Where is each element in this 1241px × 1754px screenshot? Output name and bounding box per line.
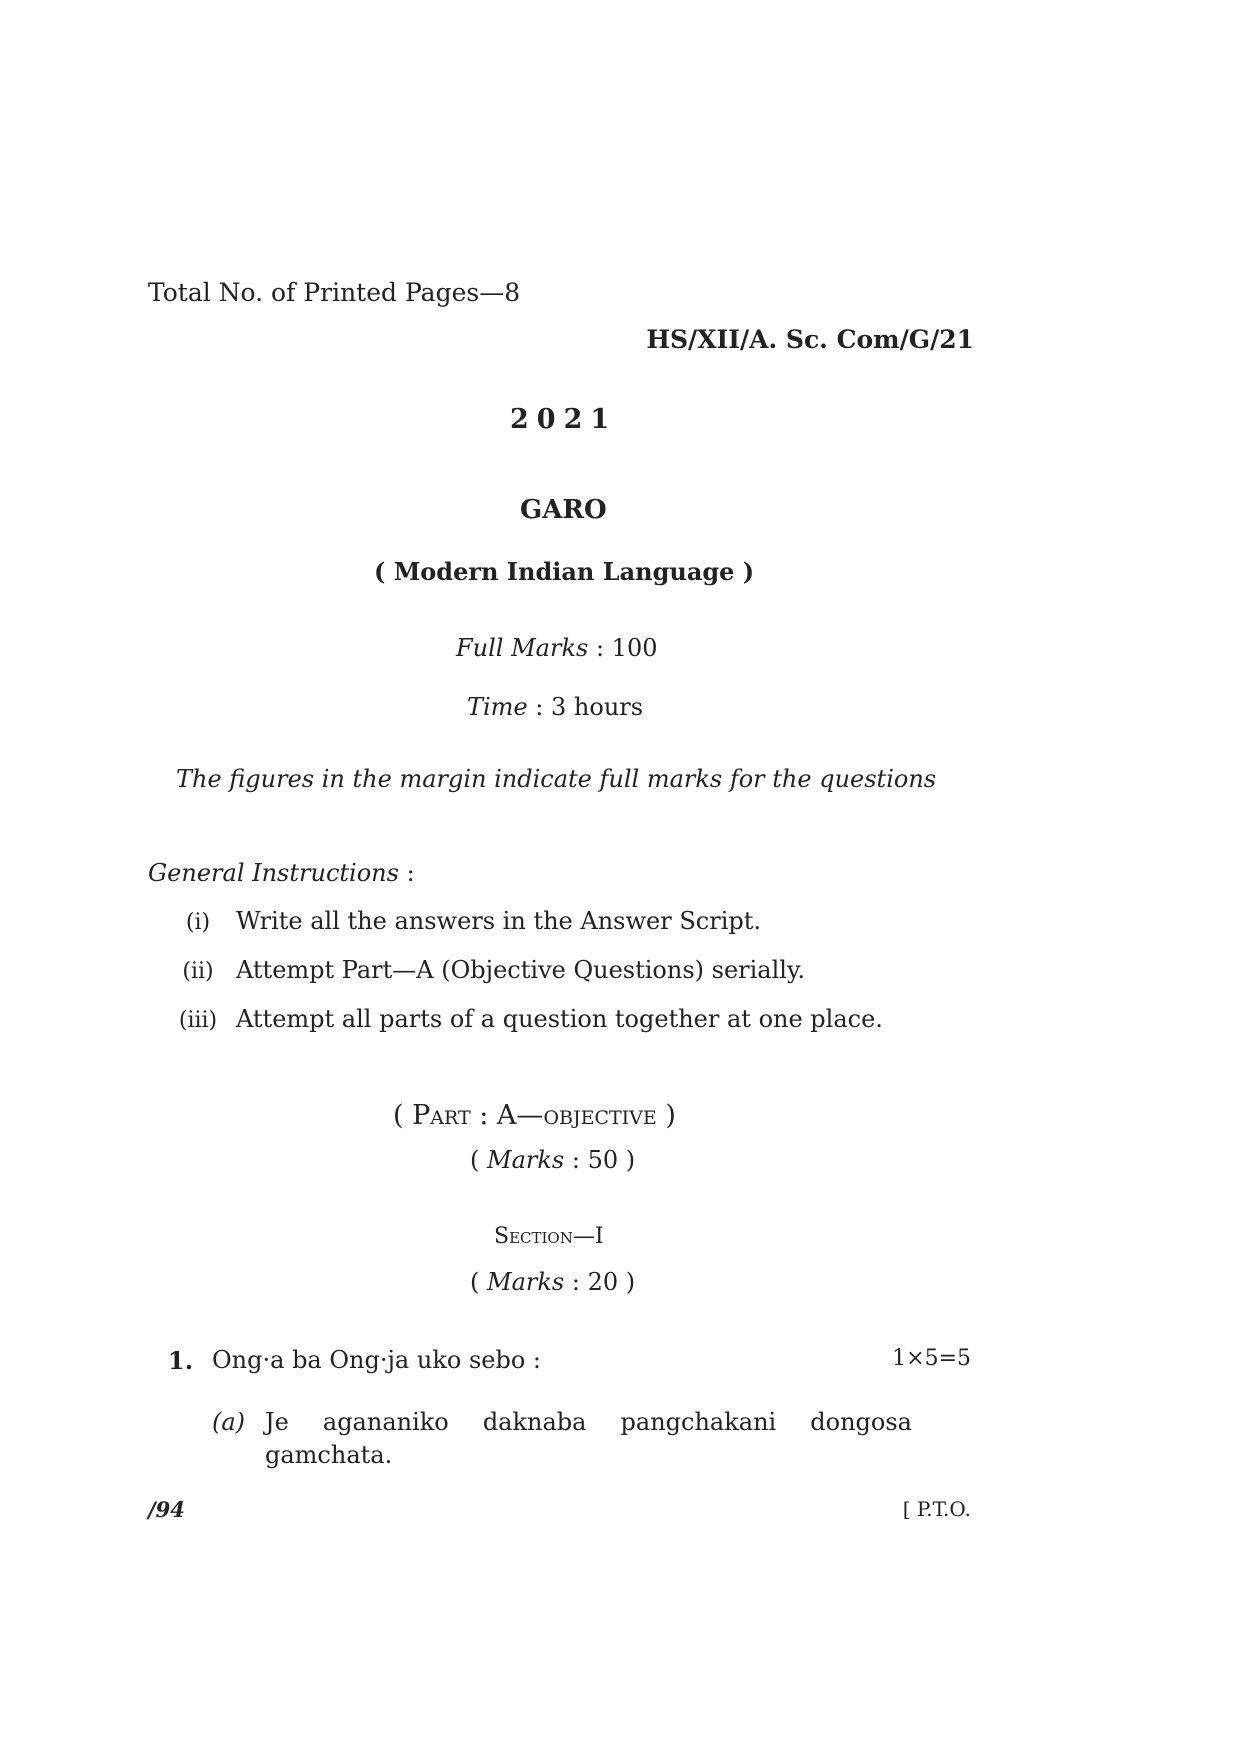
time-label: Time — [467, 693, 528, 721]
sub-question-text-line-2: gamchata. — [265, 1441, 393, 1469]
total-printed-pages: Total No. of Printed Pages—8 — [148, 278, 521, 307]
full-marks — [456, 634, 657, 662]
paper-type: ( Modern Indian Language ) — [374, 557, 755, 586]
section-1-marks-open: ( — [470, 1268, 487, 1296]
part-a-close: ) — [656, 1100, 676, 1131]
full-marks-value: : 100 — [595, 634, 658, 662]
pto-footer: [ P.T.O. — [902, 1497, 971, 1521]
objective-word: objective — [543, 1100, 657, 1131]
instruction-item — [160, 907, 761, 935]
section-1-marks-label: Marks — [487, 1268, 565, 1296]
instruction-number: (i) — [185, 910, 211, 935]
paper-code: HS/XII/A. Sc. Com/G/21 — [646, 325, 974, 354]
sub-question-label: (a) — [212, 1408, 246, 1436]
sub-question-text-line-1: Je agananiko daknaba pangchakani dongosa — [265, 1408, 912, 1436]
section-1-marks — [470, 1268, 635, 1296]
part-a-open: ( — [393, 1100, 413, 1131]
instruction-item — [160, 1005, 883, 1033]
instruction-number: (ii) — [182, 959, 214, 984]
instruction-text: Write all the answers in the Answer Script. — [236, 907, 761, 935]
section-1-heading — [494, 1224, 604, 1249]
subject-title: GARO — [520, 495, 607, 525]
part-a-marks — [470, 1146, 635, 1174]
section-number: —I — [572, 1224, 604, 1249]
instruction-text: Attempt all parts of a question together at one place. — [236, 1005, 883, 1033]
exam-year: 2021 — [510, 404, 618, 435]
part-a-sep: : A— — [470, 1100, 544, 1131]
section-1-marks-value: : 20 ) — [564, 1268, 636, 1296]
question-text: Ong·a ba Ong·ja uko sebo : — [212, 1346, 541, 1374]
margin-note: The figures in the margin indicate full marks for the questions — [176, 765, 937, 793]
instruction-text: Attempt Part—A (Objective Questions) serially. — [236, 956, 805, 984]
section-word: Section — [494, 1224, 573, 1249]
part-a-marks-label: Marks — [487, 1146, 565, 1174]
general-instructions-label: General Instructions — [148, 859, 399, 887]
part-a-heading — [393, 1100, 676, 1131]
question-number: 1. — [168, 1346, 194, 1375]
general-instructions-colon: : — [398, 859, 415, 887]
general-instructions-heading — [148, 859, 415, 887]
instruction-number: (iii) — [178, 1008, 218, 1033]
part-a-marks-open: ( — [470, 1146, 487, 1174]
time-allowed — [467, 693, 643, 721]
page-code-footer: /94 — [148, 1497, 185, 1522]
full-marks-label: Full Marks — [456, 634, 589, 662]
part-a-marks-value: : 50 ) — [564, 1146, 636, 1174]
question-marks: 1×5=5 — [892, 1346, 971, 1371]
instruction-item — [160, 956, 805, 984]
time-value: : 3 hours — [535, 693, 644, 721]
part-word: Part — [412, 1100, 471, 1131]
